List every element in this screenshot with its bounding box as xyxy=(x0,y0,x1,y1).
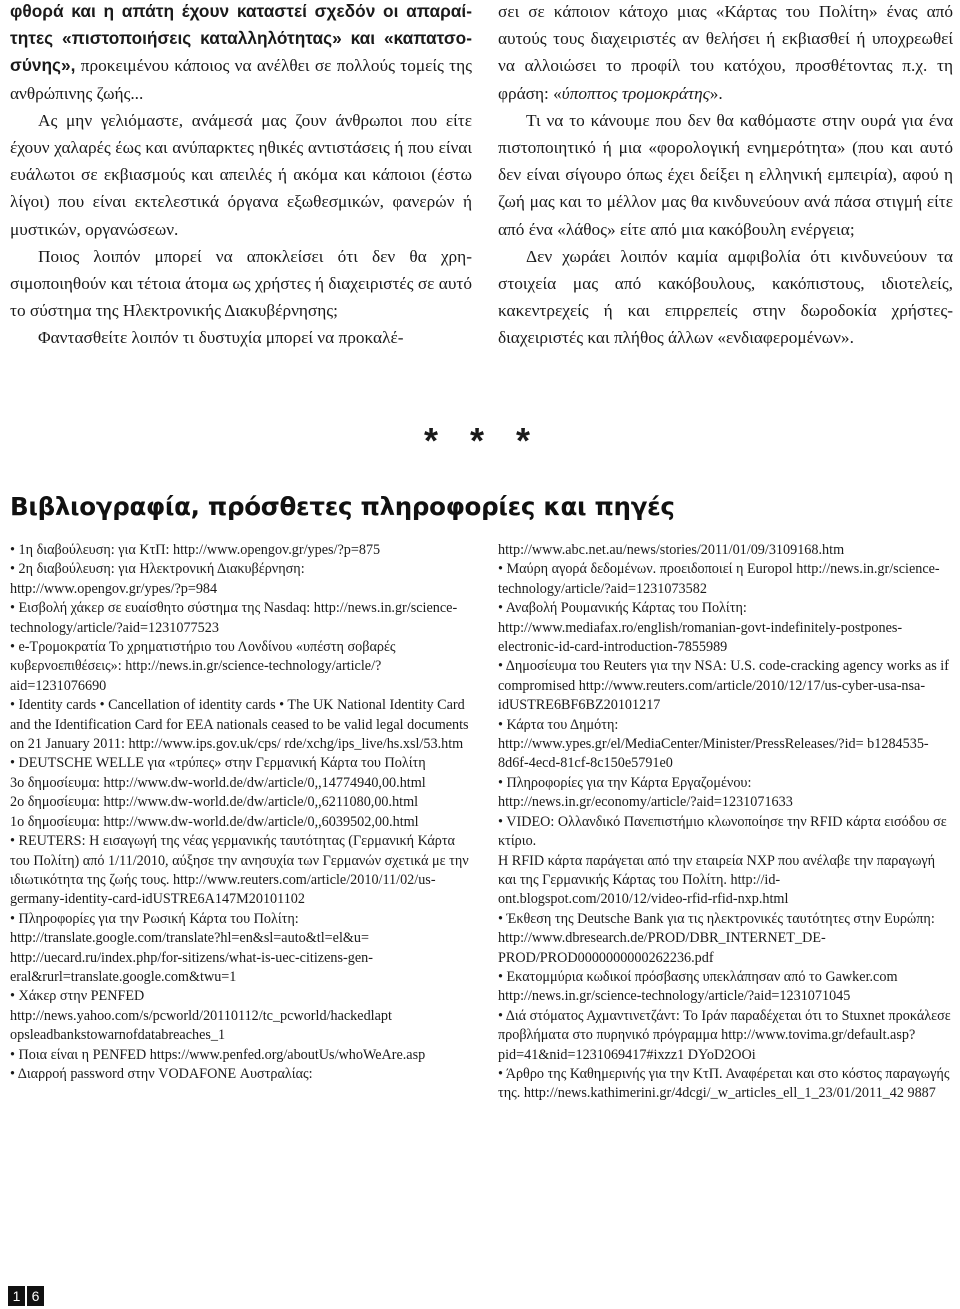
reference-entry: • 2η διαβούλευση: για Ηλεκτρονική Διακυβέρνηση: http://www.opengov.gr/ypes/?p=984 xyxy=(10,561,305,597)
paragraph-5 xyxy=(498,0,953,107)
reference-entry: • Μαύρη αγορά δεδομένων. προειδοποιεί η Europol http://news.in.gr/science-technology/article/?aid=1231073582 xyxy=(498,561,940,597)
reference-entry: • Ποια είναι η PENFED https://www.penfed.org/aboutUs/whoWeAre.asp xyxy=(10,1046,426,1063)
paragraph-1-text: προκειμένου κάποιος να ανέλθει σε πολλούς τομείς της ανθρώπινης ζωής... xyxy=(10,56,472,103)
reference-entry: • e-Τρομοκρατία Το χρηματιστήριο του Λονδίνου «υπέστη σοβαρές κυβερνοεπιθέσεις»: http://news.in.gr/science-technology/article/?aid=1231076690 xyxy=(10,639,396,694)
page-number xyxy=(8,1286,46,1306)
reference-entry: • Άρθρο της Καθημερινής για την ΚτΠ. Αναφέρεται και στο κόστος παραγωγής της. http://news.kathimerini.gr/4dcgi/_w_articles_ell_1_23/01/2011_42 9887 xyxy=(498,1065,950,1102)
reference-entry: Η RFID κάρτα παράγεται από την εταιρεία NXP που ανέλαβε την παραγωγή και της Γερμανικής Κάρτας του Πολίτη. http://id-ont.blogspot.com/2010/12/video-rfid-rfid-nxp.html xyxy=(498,852,936,908)
paragraph-7: Δεν χωράει λοιπόν καμία αμφιβολία ότι κινδυνεύουν τα στοιχεία μας από κακόβουλους, κακόπιστους, ιδιοτελείς, κακεντρεχείς ή και επιρρεπείς στην δωροδοκία χρήστες-διαχειριστές και πλήθος άλλων «ενδιαφερομένων». xyxy=(498,246,953,348)
section-separator: * * * xyxy=(424,420,531,461)
reference-entry: • Διαρροή password στην VODAFONE Αυστραλίας: xyxy=(10,1065,313,1082)
reference-entry: • REUTERS: Η εισαγωγή της νέας γερμανικής ταυτότητας (Γερμανική Κάρτα του Πολίτη) από 1/11/2010, αύξησε την ανησυχία των Γερμανών σχετικά με την ιδιωτικότητα της ζωής τους. http://www.reuters.com/article/2010/11/02/us-germany-identity-card-idUSTRE6A147M20101102 xyxy=(10,833,469,908)
reference-entry: • Identity cards • Cancellation of identity cards • The UK National Identity Card and the Identification Card for EEA nationals ceased to be valid legal documents on 21 January 2011: http://www.ips.gov.uk/cps/ rde/xchg/ips_live/hs.xsl/53.htm xyxy=(10,697,469,753)
reference-entry: • Εισβολή χάκερ σε ευαίσθητο σύστημα της Nasdaq: http://news.in.gr/science-technology/article/?aid=1231077523 xyxy=(10,600,458,636)
reference-entry: • Πληροφορίες για την Κάρτα Εργαζομένου: http://news.in.gr/economy/article/?aid=1231071633 xyxy=(498,774,793,811)
reference-entry: • Πληροφορίες για την Ρωσική Κάρτα του Πολίτη: http://translate.google.com/translate?hl=en&sl=auto&tl=el&u= http://uecard.ru/index.php/for-sitizens/what-is-uec-citizens-general&rurl=translate.google.com&twu=1 xyxy=(10,910,373,985)
paragraph-5-tail: ». xyxy=(709,83,723,103)
page-number-digit-2: 6 xyxy=(27,1286,44,1306)
paragraph-3: Ποιος λοιπόν μπορεί να αποκλείσει ότι δεν θα χρησιμοποιηθούν και τέτοια άτομα ως χρήστες ή διαχειριστές σε αυτό το σύστημα της Ηλεκτρονικής Διακυβέρνησης; xyxy=(10,246,472,321)
reference-entry: • DEUTSCHE WELLE για «τρύπες» στην Γερμανική Κάρτα του Πολίτη xyxy=(10,755,426,772)
reference-entry: • Διά στόματος Αχμαντινετζάντ: Το Ιράν παραδέχεται ότι το Stuxnet προκάλεσε προβλήματα στο πυρηνικό πρόγραμμα http://www.tovima.gr/default.asp?pid=41&nid=1231069417#ixzz1 DYoD2OOi xyxy=(498,1007,951,1063)
reference-entry: • VIDEO: Ολλανδικό Πανεπιστήμιο κλωνοποίησε την RFID κάρτα εισόδου σε κτίριο. xyxy=(498,813,947,850)
reference-entry: 1ο δημοσίευμα: http://www.dw-world.de/dw/article/0,,6039502,00.html xyxy=(10,813,419,830)
reference-entry: 2ο δημοσίευμα: http://www.dw-world.de/dw/article/0,,6211080,00.html xyxy=(10,794,419,811)
paragraph-5-text: σει σε κάποιον κάτοχο μιας «Κάρτας του Πολίτη» ένας από αυτούς τους διαχειριστές αν θελήσει ή εκβιασθεί ή υποχρεωθεί να αλλοιώσει το προφίλ του κατόχου, προσθέτοντας π.χ. τη φράση: « xyxy=(498,2,953,103)
reference-entry: http://www.abc.net.au/news/stories/2011/01/09/3109168.htm xyxy=(498,542,845,558)
paragraph-5-emphasis: ύποπτος τρομοκράτης xyxy=(561,83,710,103)
body-column-left xyxy=(10,0,472,352)
references-column-left xyxy=(10,541,472,1084)
reference-entry: • Έκθεση της Deutsche Bank για τις ηλεκτρονικές ταυτότητες στην Ευρώπη: http://www.dbresearch.de/PROD/DBR_INTERNET_DE-PROD/PROD0000000000262236.pdf xyxy=(498,910,935,966)
references-column-right xyxy=(498,541,953,1104)
reference-entry: • 1η διαβούλευση: για ΚτΠ: http://www.opengov.gr/ypes/?p=875 xyxy=(10,542,381,558)
reference-entry: 3ο δημοσίευμα: http://www.dw-world.de/dw/article/0,,14774940,00.html xyxy=(10,774,426,791)
paragraph-6: Τι να το κάνουμε που δεν θα καθόμαστε στην ουρά για ένα πιστοποιητικό ή μια «φορολογική ενημερότητα» (που και αυτό δεν είναι σίγουρο όπως έχει δείξει η ελληνική εμπειρία), αφού η ζωή μας και το μέλλον μας θα κινδυνεύουν ανά πάσα στιγμή είτε από ένα «λάθος» είτε από μια κακόβουλη ενέργεια; xyxy=(498,110,953,239)
reference-entry: • Εκατομμύρια κωδικοί πρόσβασης υπεκλάπησαν από το Gawker.com http://news.in.gr/science-technology/article/?aid=1231071045 xyxy=(498,968,898,1005)
section-heading: Βιβλιογραφία, πρόσθετες πληροφορίες και πηγές xyxy=(10,492,675,521)
body-column-right xyxy=(498,0,953,352)
paragraph-2: Ας μην γελιόμαστε, ανάμεσά μας ζουν άνθρωποι που είτε έχουν χαλαρές έως και ανύπαρκτες ηθικές αντιστάσεις ή που είναι ευάλωτοι σε εκβιασμούς και απειλές ή ακόμα και κάποιοι (έστω λίγοι) που είναι εκτελεστικά όργανα εξωθεσμικών, φανερών ή μυστικών, οργανώσεων. xyxy=(10,110,472,239)
page-number-digit-1: 1 xyxy=(8,1286,25,1306)
paragraph-1-lead: φθορά και η απάτη έχουν καταστεί σχεδόν οι απαραίτητες «πιστοποιήσεις καταλληλότητας» και «καπατσοσύνης», xyxy=(10,1,472,76)
reference-entry: • Αναβολή Ρουμανικής Κάρτας του Πολίτη: http://www.mediafax.ro/english/romanian-govt-indefinitely-postpones-electronic-id-card-introduction-7855989 xyxy=(498,600,903,656)
reference-entry: • Χάκερ στην PENFED http://news.yahoo.com/s/pcworld/20110112/tc_pcworld/hackedlapt opsleadbankstowarnofdatabreaches_1 xyxy=(10,988,392,1044)
reference-entry: • Κάρτα του Δημότη: http://www.ypes.gr/el/MediaCenter/Minister/PressReleases/?id= b1284535-8d6f-4ecd-81cf-8c150e5791e0 xyxy=(498,716,929,772)
paragraph-1 xyxy=(10,0,472,107)
paragraph-4: Φαντασθείτε λοιπόν τι δυστυχία μπορεί να προκαλέ- xyxy=(38,328,404,348)
reference-entry: • Δημοσίευμα του Reuters για την NSA: U.S. code-cracking agency works as if compromised http://www.reuters.com/article/2010/12/17/us-cyber-usa-nsa-idUSTRE6BF6BZ20101217 xyxy=(498,658,949,714)
